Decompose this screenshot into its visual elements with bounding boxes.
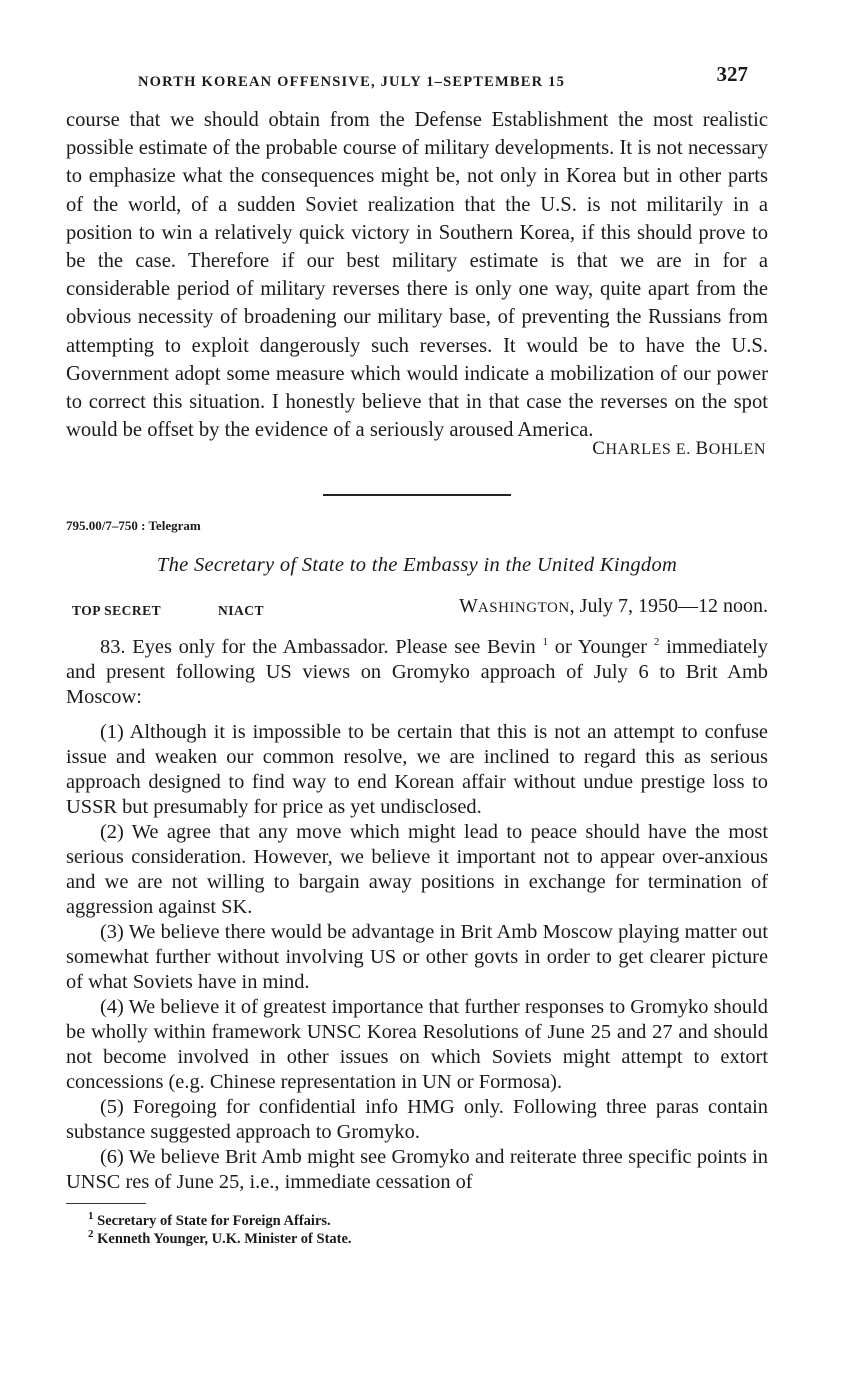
document-page <box>66 56 768 1248</box>
dateline <box>459 595 768 618</box>
footnote-ref-2: 2 <box>653 636 660 649</box>
telegram-intro-part1: 83. Eyes only for the Ambassador. Please see Bevin <box>100 636 543 659</box>
telegram-paragraph-6: (6) We believe Brit Amb might see Gromyko and reiterate three specific points in UNSC res of June 25, i.e., immediate cessation of <box>66 1146 768 1194</box>
telegram-paragraph-2: (2) We agree that any move which might lead to peace should have the most serious consideration. However, we believe it important not to appear over-anxious and we are not willing to bargain away positions in exchange for termination of aggression against SK. <box>66 821 768 919</box>
footnotes <box>66 1212 768 1248</box>
footnote-text-2: Kenneth Younger, U.K. Minister of State. <box>93 1231 352 1248</box>
footnote-mark-1: 1 <box>88 1210 94 1223</box>
classification-line <box>66 595 768 625</box>
signature-first: HARLES E. <box>605 441 696 459</box>
dateline-initial: W <box>459 595 478 618</box>
running-head <box>66 56 768 96</box>
telegram-paragraph-5: (5) Foregoing for confidential info HMG only. Following three paras contain substance suggested approach to Gromyko. <box>66 1096 768 1144</box>
signature-initial-c: C <box>592 438 606 460</box>
dateline-city: ASHINGTON <box>477 600 570 617</box>
telegram-intro <box>66 635 768 710</box>
signature-initial-b: B <box>695 438 709 460</box>
telegram-body <box>66 635 768 1195</box>
footnote-rule <box>66 1203 146 1208</box>
section-divider <box>323 494 511 496</box>
footnote-text-1: Secretary of State for Foreign Affairs. <box>93 1213 331 1230</box>
telegram-intro-part2: or Younger <box>548 636 654 659</box>
dateline-date: , July 7, 1950—12 noon. <box>569 595 768 618</box>
footnote-mark-2: 2 <box>88 1228 94 1241</box>
telegram-intro-part3: immediately and present following US views on Gromyko approach of July 6 to Brit Amb Moscow: <box>66 636 768 709</box>
telegram-paragraph-3: (3) We believe there would be advantage in Brit Amb Moscow playing matter out somewhat further without involving US or other govts in order to get clearer picture of what Soviets have in mind. <box>66 921 768 994</box>
footnote-1 <box>66 1212 768 1230</box>
document-heading: The Secretary of State to the Embassy in the United Kingdom <box>156 554 678 577</box>
classification-marking: TOP SECRET <box>72 603 162 619</box>
memo-continuation-paragraph: course that we should obtain from the Defense Establishment the most realistic possible estimate of the probable course of military developments. It is not necessary to emphasize what the consequences might be, not only in Korea but in other parts of the world, of a sudden Soviet realization that the U.S. is not militarily in a position to win a relatively quick victory in Southern Korea, if this should prove to be the case. Therefore if our best military estimate is that we are in for a considerable period of military reverses there is only one way, quite apart from the obvious necessity of broadening our military base, of preventing the Russians from attempting to exploit dangerously such reverses. It would be to have the U.S. Government adopt some measure which would indicate a mobilization of our power to correct this situation. I honestly believe that in that case the reverses on the spot would be offset by the evidence of a seriously aroused America. <box>66 109 768 442</box>
running-title: NORTH KOREAN OFFENSIVE, JULY 1–SEPTEMBER 15 <box>138 74 566 90</box>
footnote-2 <box>66 1230 768 1248</box>
telegram-paragraph-1: (1) Although it is impossible to be certain that this is not an attempt to confuse issue and weaken our common resolve, we are inclined to regard this as serious approach designed to find way to end Korean affair without undue prestige loss to USSR but presumably for price as yet undisclosed. <box>66 721 768 819</box>
signature-last: OHLEN <box>708 441 766 459</box>
telegram-paragraph-4: (4) We believe it of greatest importance that further responses to Gromyko should be wholly within framework UNSC Korea Resolutions of June 25 and 27 and should not become involved in other issues on which Soviets might attempt to extort concessions (e.g. Chinese representation in UN or Formosa). <box>66 996 768 1094</box>
page-number: 327 <box>716 62 748 86</box>
footnote-ref-1: 1 <box>542 636 548 649</box>
precedence-marking: NIACT <box>218 603 265 619</box>
file-reference: 795.00/7–750 : Telegram <box>66 518 201 534</box>
